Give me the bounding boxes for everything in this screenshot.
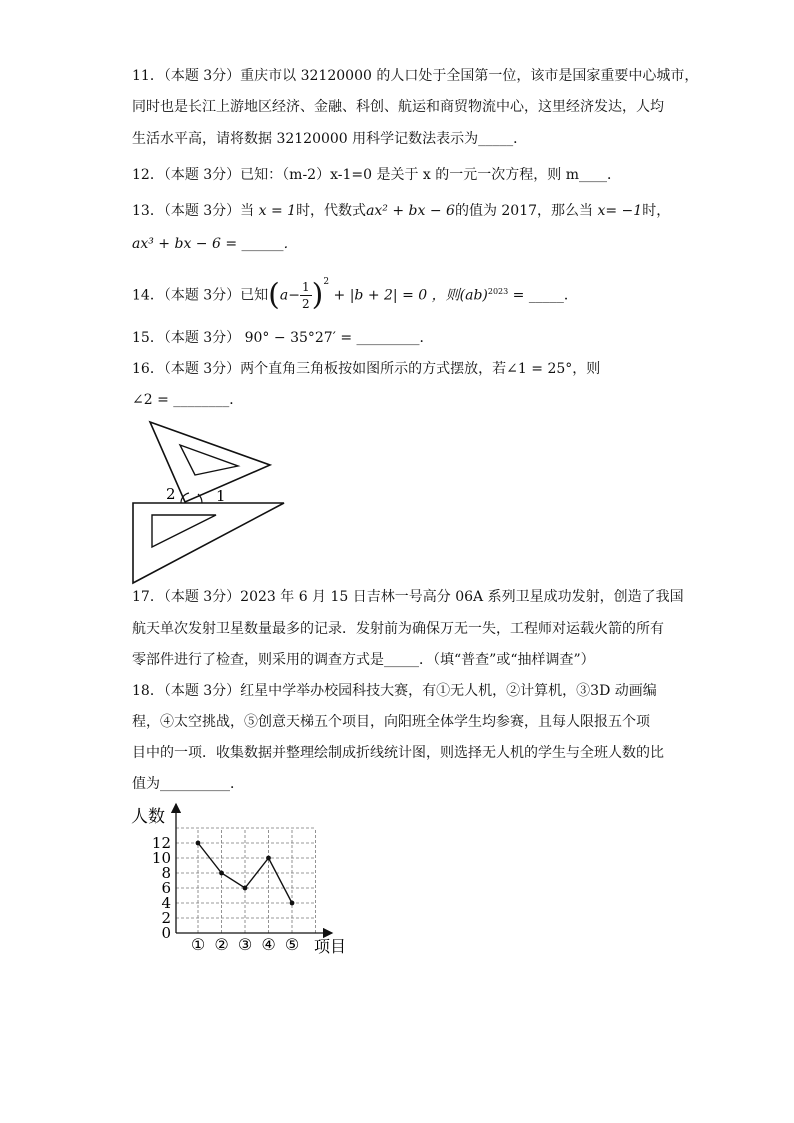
data-point [219,871,224,876]
q14-numerator: 1 [301,280,310,295]
data-point [290,901,295,906]
q16-line-1: 16．（本题 3分）两个直角三角板按如图所示的方式摆放，若∠1 = 25°，则 [132,361,601,377]
q13-mid2: 的值为 2017，那么当 [454,203,598,219]
q14-denominator: 2 [301,297,310,312]
q13-cond2: x= −1 [597,203,643,219]
y-tick-label: 0 [161,924,171,942]
q13-cond1: x = 1 [258,203,297,219]
q14-ab: (ab) [459,287,488,304]
data-point [266,856,271,861]
q11-line-3: 生活水平高，请将数据 32120000 用科学记数法表示为_____． [132,131,528,147]
q18-line-3: 目中的一项．收集数据并整理绘制成折线统计图，则选择无人机的学生与全班人数的比 [132,745,664,761]
q14-a: a [279,287,289,304]
x-tick-label: ④ [261,935,276,954]
q13-mid3: 时， [642,203,671,219]
q11-line-2: 同时也是长江上游地区经济、金融、科创、航运和商贸物流中心，这里经济发达，人均 [132,99,664,115]
q13-prefix: 13．（本题 3分）当 [132,203,259,219]
q13-mid1: 时，代数式 [296,203,367,219]
q13-line-2: ax³ + bx − 6 = ______． [132,236,298,252]
q17-line-1: 17．（本题 3分）2023 年 6 月 15 日吉林一号高分 06A 系列卫星成功发射，创造了我国 [132,589,684,605]
x-tick-label: ⑤ [284,935,300,954]
x-tick-label: ① [190,935,206,954]
q17-line-3: 零部件进行了检查，则采用的调查方式是_____．（填“普查”或“抽样调查”） [132,652,595,668]
q15-line-1: 15．（本题 3分） 90° − 35°27′ = _________． [132,330,434,346]
q14-exponent: 2023 [487,287,509,296]
q14-prefix: 14．（本题 3分）已知 [132,287,269,304]
y-tick-label: 2 [161,909,171,927]
q14-end: = _____． [508,287,578,304]
x-axis-label: 项目 [314,937,347,956]
y-tick-label: 8 [161,864,171,882]
q18-line-1: 18．（本题 3分）红星中学举办校园科技大赛，有①无人机，②计算机，③3D 动画编 [132,683,657,699]
set-squares-figure [128,415,288,585]
q11-line-1: 11．（本题 3分）重庆市以 32120000 的人口处于全国第一位，该市是国家重要中心城市， [132,68,699,84]
q14-open-paren: ( [268,277,280,313]
angle-1-label: 1 [216,487,226,505]
q12-line-1: 12．（本题 3分）已知：（m-2）x-1=0 是关于 x 的一元一次方程，则 m____． [132,167,621,183]
data-point [243,886,248,891]
y-tick-label: 6 [161,879,171,897]
q14-minus: − [288,287,300,304]
upper-triangle-inner [180,445,238,475]
q14-close-paren: ) [311,277,324,313]
q14-fraction [300,279,312,312]
lower-triangle-inner [152,515,216,547]
x-tick-label: ③ [237,935,253,954]
y-tick-label: 10 [151,849,171,867]
angle-2-label: 2 [166,485,176,503]
q14-tail: + |b + 2| = 0 ，则 [329,287,460,304]
y-axis-label: 人数 [131,807,165,827]
q16-line-2: ∠2 = ________． [132,392,244,408]
q13-expr: ax² + bx − 6 [366,203,455,219]
y-tick-label: 12 [151,834,171,852]
q13-line-1 [132,201,670,221]
q18-line-2: 程，④太空挑战，⑤创意天梯五个项目，向阳班全体学生均参赛，且每人限报五个项 [132,714,650,730]
line-chart [128,800,368,965]
data-point [196,841,201,846]
x-tick-label: ② [214,935,229,954]
q14-line-1 [132,270,578,314]
q17-line-2: 航天单次发射卫星数量最多的记录．发射前为确保万无一失，工程师对运载火箭的所有 [132,621,664,637]
y-tick-label: 4 [161,894,171,912]
q14-square: 2 [323,277,330,287]
q18-line-4: 值为__________． [132,776,244,792]
